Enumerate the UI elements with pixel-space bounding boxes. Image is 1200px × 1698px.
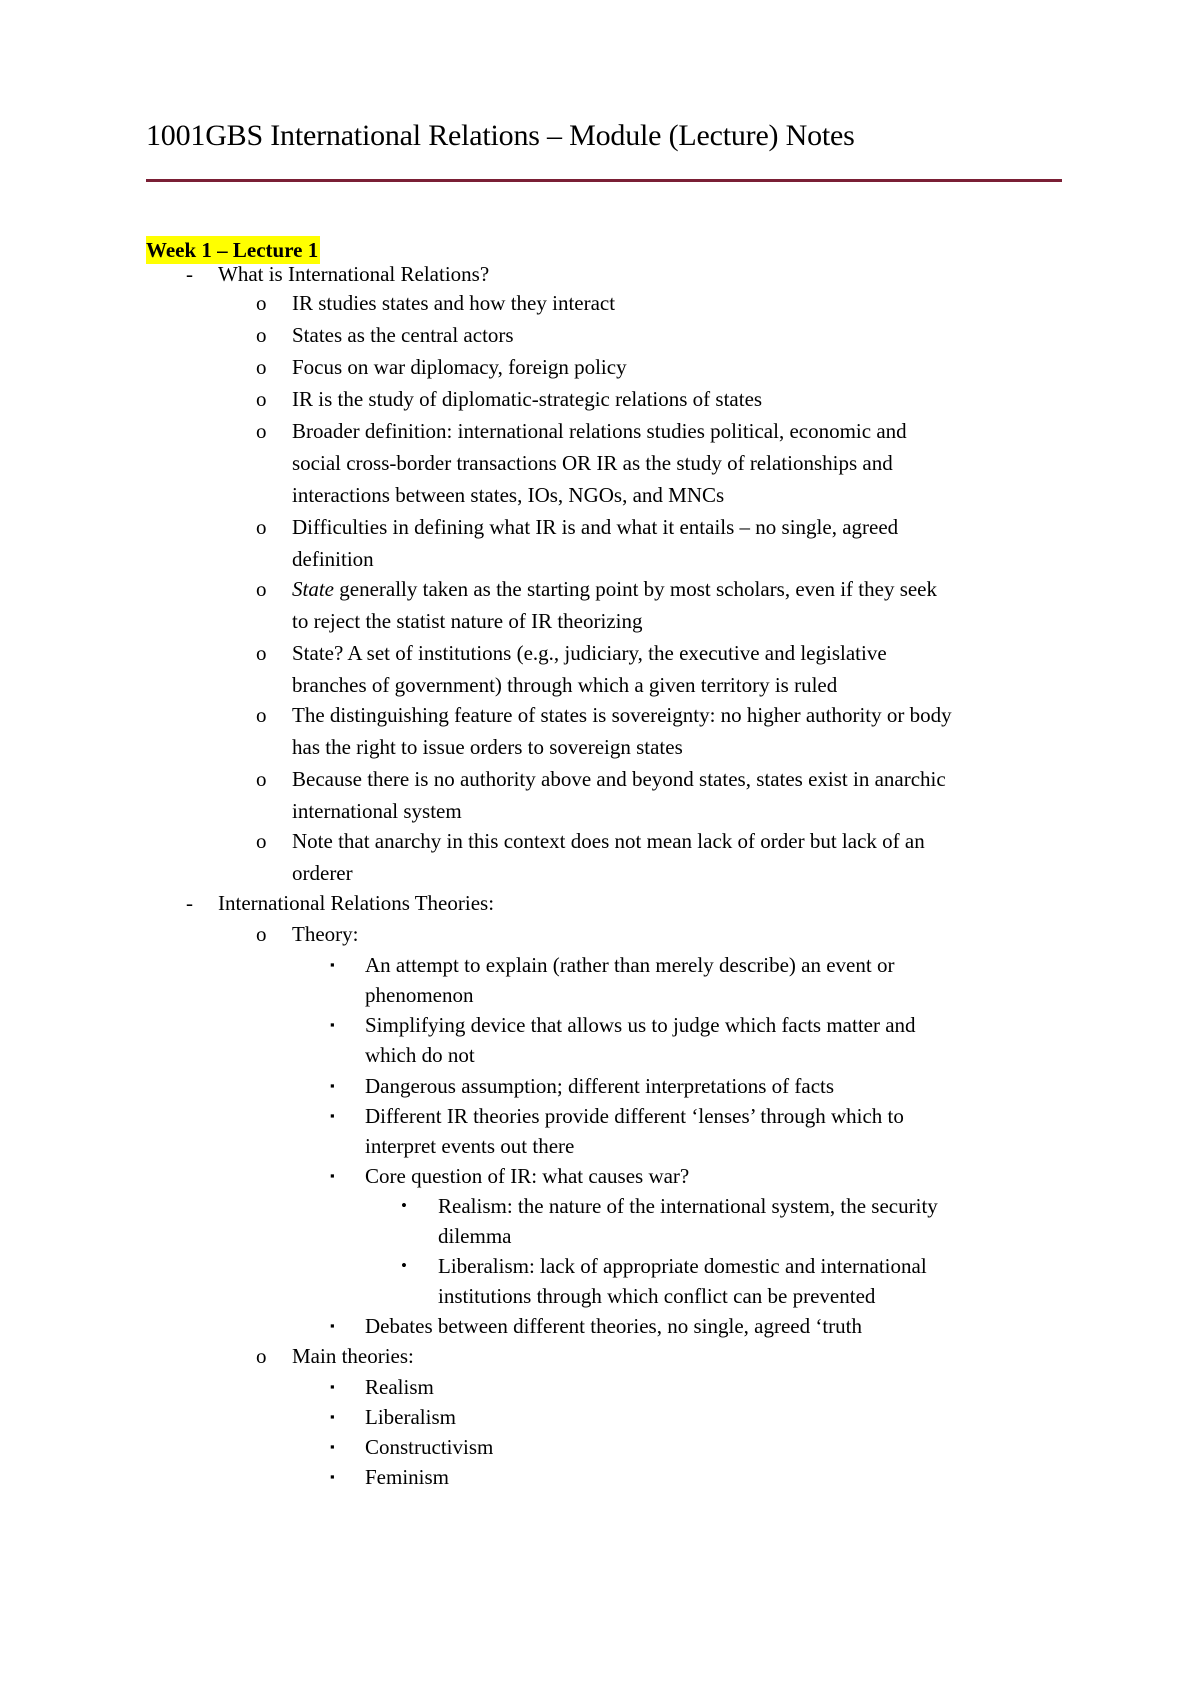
- list-item: Core question of IR: what causes war?: [365, 1164, 690, 1188]
- list-item: [292, 576, 937, 602]
- list-item: Note that anarchy in this context does not mean lack of order but lack of an: [292, 829, 925, 853]
- list-item: States as the central actors: [292, 323, 514, 347]
- dot-bullet: •: [401, 1256, 407, 1275]
- list-item: Realism: the nature of the international system, the security: [438, 1194, 938, 1218]
- list-item-continuation: institutions through which conflict can be prevented: [438, 1284, 876, 1308]
- square-bullet: ▪: [330, 1017, 335, 1032]
- list-item-continuation: which do not: [365, 1043, 475, 1067]
- square-bullet: ▪: [330, 957, 335, 972]
- list-item: Broader definition: international relations studies political, economic and: [292, 419, 907, 443]
- theory-feminism: Feminism: [365, 1465, 450, 1489]
- circle-bullet: o: [256, 355, 267, 379]
- circle-bullet: o: [256, 387, 267, 411]
- list-item-continuation: interactions between states, IOs, NGOs, and MNCs: [292, 483, 725, 507]
- list-item: IR is the study of diplomatic-strategic relations of states: [292, 387, 763, 411]
- list-item: State? A set of institutions (e.g., judiciary, the executive and legislative: [292, 641, 887, 665]
- square-bullet: ▪: [330, 1379, 335, 1394]
- theory-realism: Realism: [365, 1375, 434, 1399]
- subheading-main-theories: Main theories:: [292, 1344, 414, 1368]
- week-heading: Week 1 – Lecture 1: [146, 238, 319, 262]
- section-heading-ir-theories: International Relations Theories:: [218, 891, 495, 915]
- list-item: IR studies states and how they interact: [292, 291, 616, 315]
- dot-bullet: •: [401, 1196, 407, 1215]
- square-bullet: ▪: [330, 1168, 335, 1183]
- list-item: Simplifying device that allows us to judge which facts matter and: [365, 1013, 916, 1037]
- list-item-continuation: branches of government) through which a given territory is ruled: [292, 673, 838, 697]
- circle-bullet: o: [256, 515, 267, 539]
- circle-bullet: o: [256, 703, 267, 727]
- list-item: Liberalism: lack of appropriate domestic and international: [438, 1254, 927, 1278]
- list-item: Dangerous assumption; different interpretations of facts: [365, 1074, 835, 1098]
- list-item: An attempt to explain (rather than merely describe) an event or: [365, 953, 895, 977]
- square-bullet: ▪: [330, 1439, 335, 1454]
- list-item-continuation: to reject the statist nature of IR theorizing: [292, 609, 643, 633]
- theory-constructivism: Constructivism: [365, 1435, 494, 1459]
- list-item: Because there is no authority above and beyond states, states exist in anarchic: [292, 767, 946, 791]
- theory-liberalism: Liberalism: [365, 1405, 456, 1429]
- circle-bullet: o: [256, 419, 267, 443]
- document-title: 1001GBS International Relations – Module (Lecture) Notes: [146, 119, 855, 152]
- list-item: Focus on war diplomacy, foreign policy: [292, 355, 627, 379]
- circle-bullet: o: [256, 767, 267, 791]
- list-item-continuation: phenomenon: [365, 983, 474, 1007]
- list-item: Different IR theories provide different ‘lenses’ through which to: [365, 1104, 904, 1128]
- square-bullet: ▪: [330, 1108, 335, 1123]
- list-item-continuation: interpret events out there: [365, 1134, 575, 1158]
- dash-bullet: -: [186, 891, 193, 915]
- square-bullet: ▪: [330, 1078, 335, 1093]
- list-item-text: generally taken as the starting point by most scholars, even if they seek: [334, 577, 938, 601]
- subheading-theory: Theory:: [292, 922, 359, 946]
- square-bullet: ▪: [330, 1469, 335, 1484]
- list-item-continuation: orderer: [292, 861, 353, 885]
- section-heading-what-is-ir: What is International Relations?: [218, 262, 490, 286]
- circle-bullet: o: [256, 641, 267, 665]
- circle-bullet: o: [256, 323, 267, 347]
- list-item-continuation: definition: [292, 547, 374, 571]
- list-item-continuation: international system: [292, 799, 462, 823]
- list-item-continuation: has the right to issue orders to sovereign states: [292, 735, 683, 759]
- square-bullet: ▪: [330, 1318, 335, 1333]
- circle-bullet: o: [256, 577, 267, 601]
- square-bullet: ▪: [330, 1409, 335, 1424]
- list-item-continuation: dilemma: [438, 1224, 512, 1248]
- circle-bullet: o: [256, 291, 267, 315]
- circle-bullet: o: [256, 829, 267, 853]
- circle-bullet: o: [256, 922, 267, 946]
- list-item: The distinguishing feature of states is sovereignty: no higher authority or body: [292, 703, 952, 727]
- list-item: Difficulties in defining what IR is and what it entails – no single, agreed: [292, 515, 899, 539]
- title-divider: [146, 179, 1062, 182]
- list-item-continuation: social cross-border transactions OR IR as the study of relationships and: [292, 451, 893, 475]
- circle-bullet: o: [256, 1344, 267, 1368]
- italic-term-state: State: [292, 577, 334, 601]
- list-item: Debates between different theories, no single, agreed ‘truth: [365, 1314, 863, 1338]
- dash-bullet: -: [186, 262, 193, 286]
